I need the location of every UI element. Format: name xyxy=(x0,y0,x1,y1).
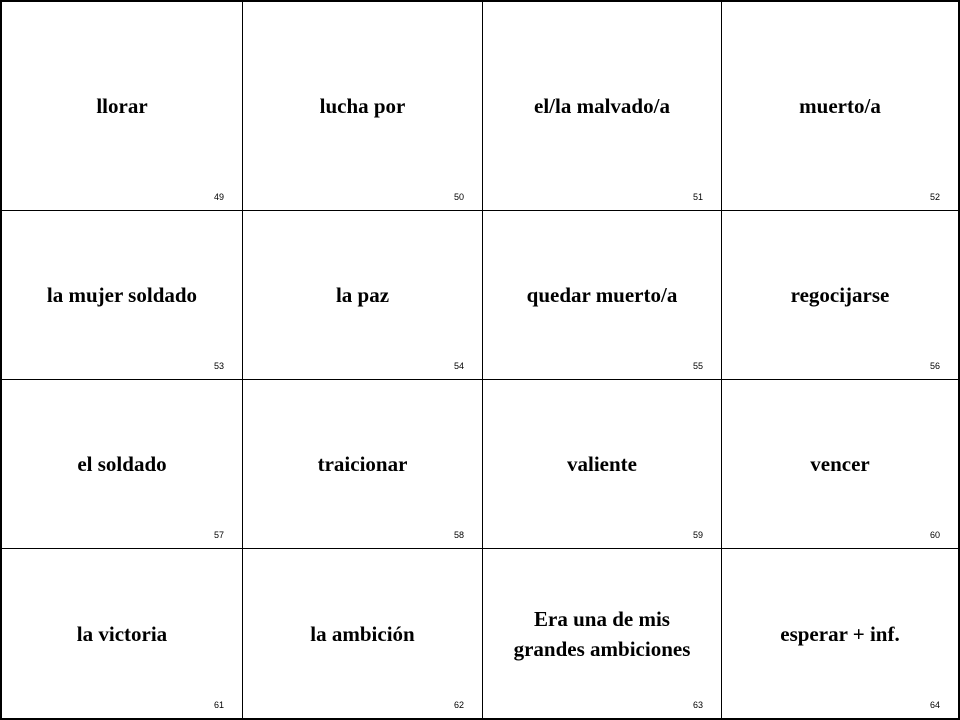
flashcard xyxy=(483,2,722,211)
card-number: 56 xyxy=(929,361,940,371)
flashcard xyxy=(243,549,483,718)
card-term: regocijarse xyxy=(790,283,890,307)
card-number: 55 xyxy=(692,361,703,371)
flashcard xyxy=(722,211,958,380)
card-term: Era una de mis grandes ambiciones xyxy=(513,606,691,661)
card-term: la ambición xyxy=(310,621,415,646)
card-number: 64 xyxy=(929,700,940,710)
card-term: valiente xyxy=(567,452,637,476)
card-number: 57 xyxy=(213,530,224,540)
card-term: lucha por xyxy=(319,94,406,118)
card-number: 54 xyxy=(453,361,464,371)
card-term: la mujer soldado xyxy=(46,283,198,307)
card-term: esperar + inf. xyxy=(780,621,900,646)
flashcard xyxy=(243,380,483,549)
flashcard xyxy=(483,211,722,380)
flashcard xyxy=(2,211,243,380)
flashcard xyxy=(2,2,243,211)
card-term: llorar xyxy=(96,94,148,118)
flashcard xyxy=(722,549,958,718)
flashcard xyxy=(483,380,722,549)
card-number: 53 xyxy=(213,361,224,371)
card-term: quedar muerto/a xyxy=(526,283,678,307)
card-number: 51 xyxy=(692,192,703,202)
card-number: 49 xyxy=(213,192,224,202)
card-number: 58 xyxy=(453,530,464,540)
card-term: vencer xyxy=(810,452,870,476)
flashcard xyxy=(2,380,243,549)
flashcard xyxy=(243,211,483,380)
card-number: 52 xyxy=(929,192,940,202)
card-term: el/la malvado/a xyxy=(534,94,670,118)
flashcard xyxy=(243,2,483,211)
flashcard xyxy=(483,549,722,718)
card-number: 50 xyxy=(453,192,464,202)
card-number: 62 xyxy=(453,700,464,710)
card-term: muerto/a xyxy=(799,94,881,118)
card-number: 61 xyxy=(213,700,224,710)
flashcard xyxy=(722,2,958,211)
card-number: 63 xyxy=(692,700,703,710)
card-term: el soldado xyxy=(77,452,167,476)
card-number: 59 xyxy=(692,530,703,540)
card-term: traicionar xyxy=(317,452,408,476)
flashcard xyxy=(2,549,243,718)
flashcard xyxy=(722,380,958,549)
card-number: 60 xyxy=(929,530,940,540)
card-term: la victoria xyxy=(76,621,168,646)
card-term: la paz xyxy=(335,283,390,307)
